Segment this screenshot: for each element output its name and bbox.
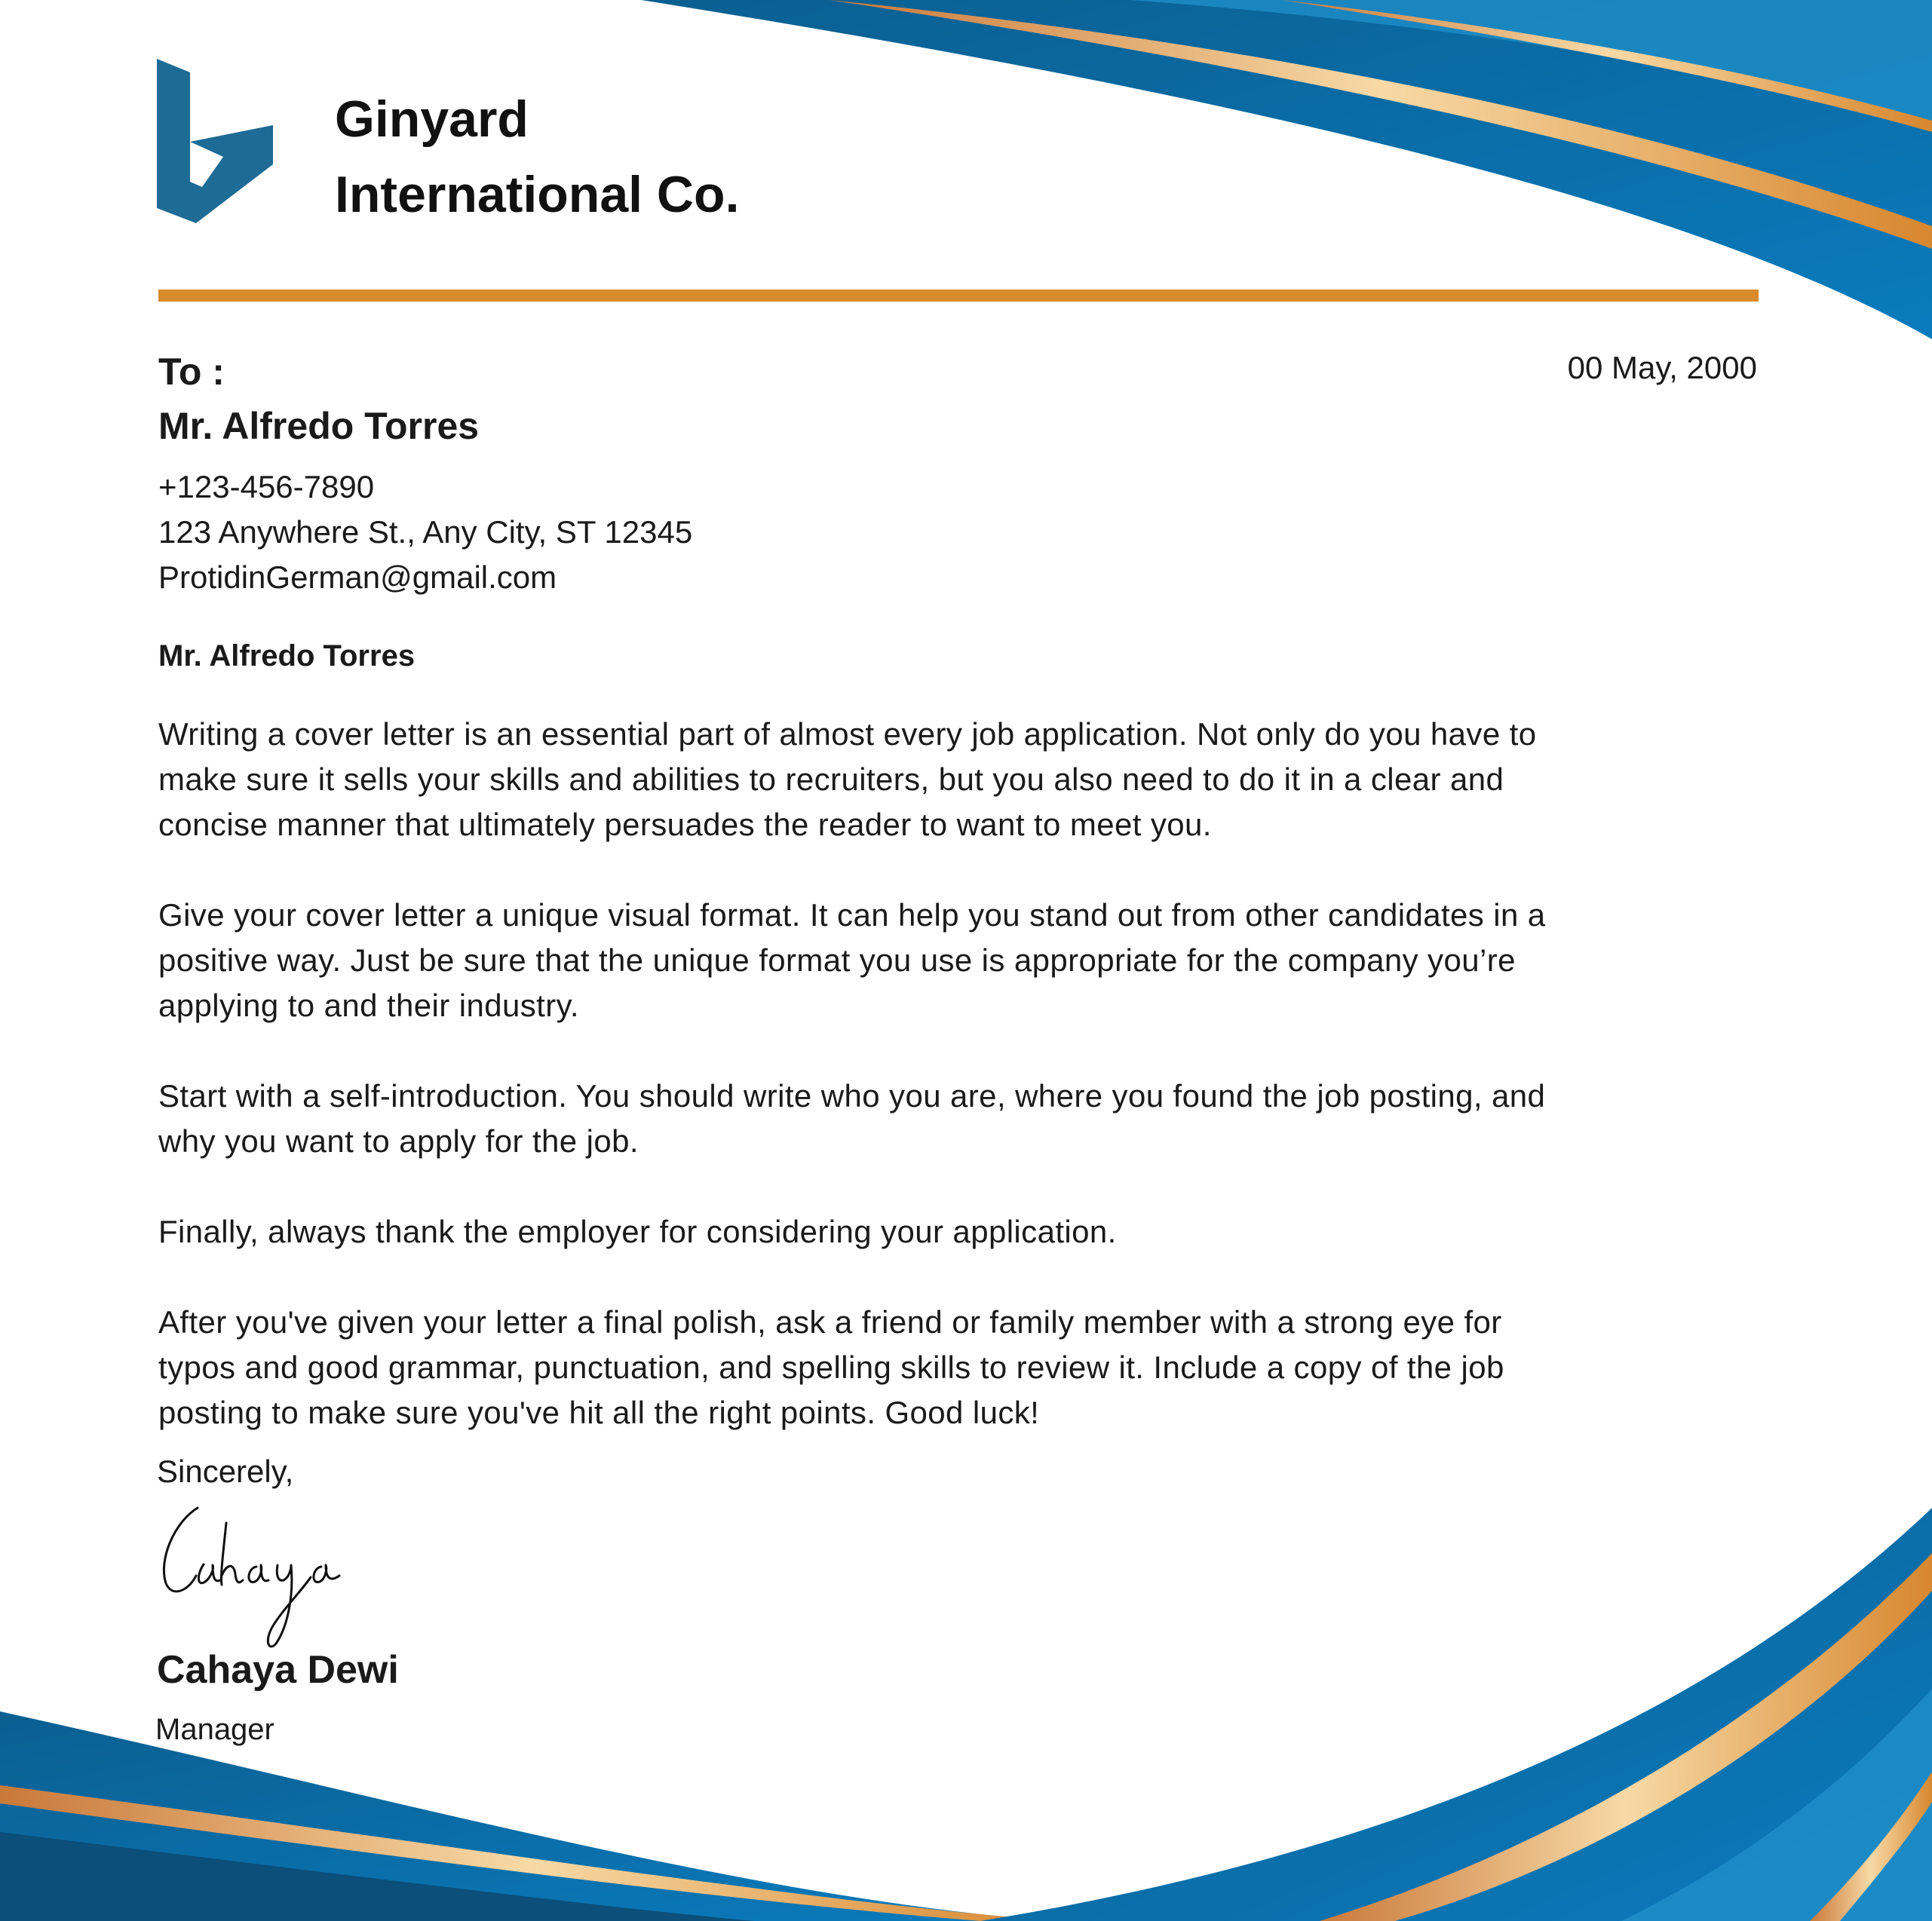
body-line: Finally, always thank the employer for considering your application. bbox=[158, 1214, 1117, 1249]
body-line: applying to and their industry. bbox=[158, 988, 579, 1023]
company-name-line2: International Co. bbox=[335, 166, 740, 223]
salutation: Mr. Alfredo Torres bbox=[158, 639, 416, 673]
body-line: concise manner that ultimately persuades the reader to want to meet you. bbox=[158, 807, 1212, 842]
recipient-phone: +123-456-7890 bbox=[158, 469, 375, 504]
letter-body bbox=[158, 712, 1772, 1435]
body-paragraph bbox=[158, 1209, 1772, 1255]
body-paragraph bbox=[158, 1074, 1772, 1164]
recipient-contact bbox=[158, 464, 692, 600]
signer-name: Cahaya Dewi bbox=[157, 1648, 399, 1692]
closing: Sincerely, bbox=[157, 1454, 294, 1489]
company-name-line1: Ginyard bbox=[335, 90, 529, 148]
body-line: posting to make sure you've hit all the right points. Good luck! bbox=[158, 1395, 1040, 1430]
recipient-name: Mr. Alfredo Torres bbox=[158, 405, 480, 447]
body-line: make sure it sells your skills and abilities to recruiters, but you also need to do it in a clear and bbox=[158, 761, 1504, 797]
recipient-address: 123 Anywhere St., Any City, ST 12345 bbox=[158, 514, 693, 550]
body-paragraph bbox=[158, 893, 1772, 1028]
body-line: Writing a cover letter is an essential part of almost every job application. Not only do you have to bbox=[158, 716, 1537, 752]
recipient-email: ProtidinGerman@gmail.com bbox=[158, 559, 557, 595]
signer-title: Manager bbox=[155, 1713, 274, 1746]
stylized-b-logo-icon bbox=[157, 59, 273, 223]
letter-date: 00 May, 2000 bbox=[1567, 350, 1757, 385]
body-line: Start with a self-introduction. You should write who you are, where you found the job posting, and bbox=[158, 1078, 1546, 1114]
body-line: positive way. Just be sure that the unique format you use is appropriate for the company you’re bbox=[158, 942, 1516, 978]
company-name bbox=[335, 81, 739, 232]
body-paragraph bbox=[158, 712, 1772, 847]
body-paragraph bbox=[158, 1300, 1772, 1435]
body-line: Give your cover letter a unique visual format. It can help you stand out from other candidates in a bbox=[158, 897, 1546, 933]
to-label: To : bbox=[158, 351, 225, 393]
handwritten-signature bbox=[151, 1493, 377, 1651]
body-line: why you want to apply for the job. bbox=[158, 1123, 639, 1159]
body-line: typos and good grammar, punctuation, and spelling skills to review it. Include a copy of the job bbox=[158, 1350, 1504, 1385]
body-line: After you've given your letter a final polish, ask a friend or family member with a strong eye for bbox=[158, 1304, 1502, 1340]
header-divider bbox=[158, 290, 1759, 302]
